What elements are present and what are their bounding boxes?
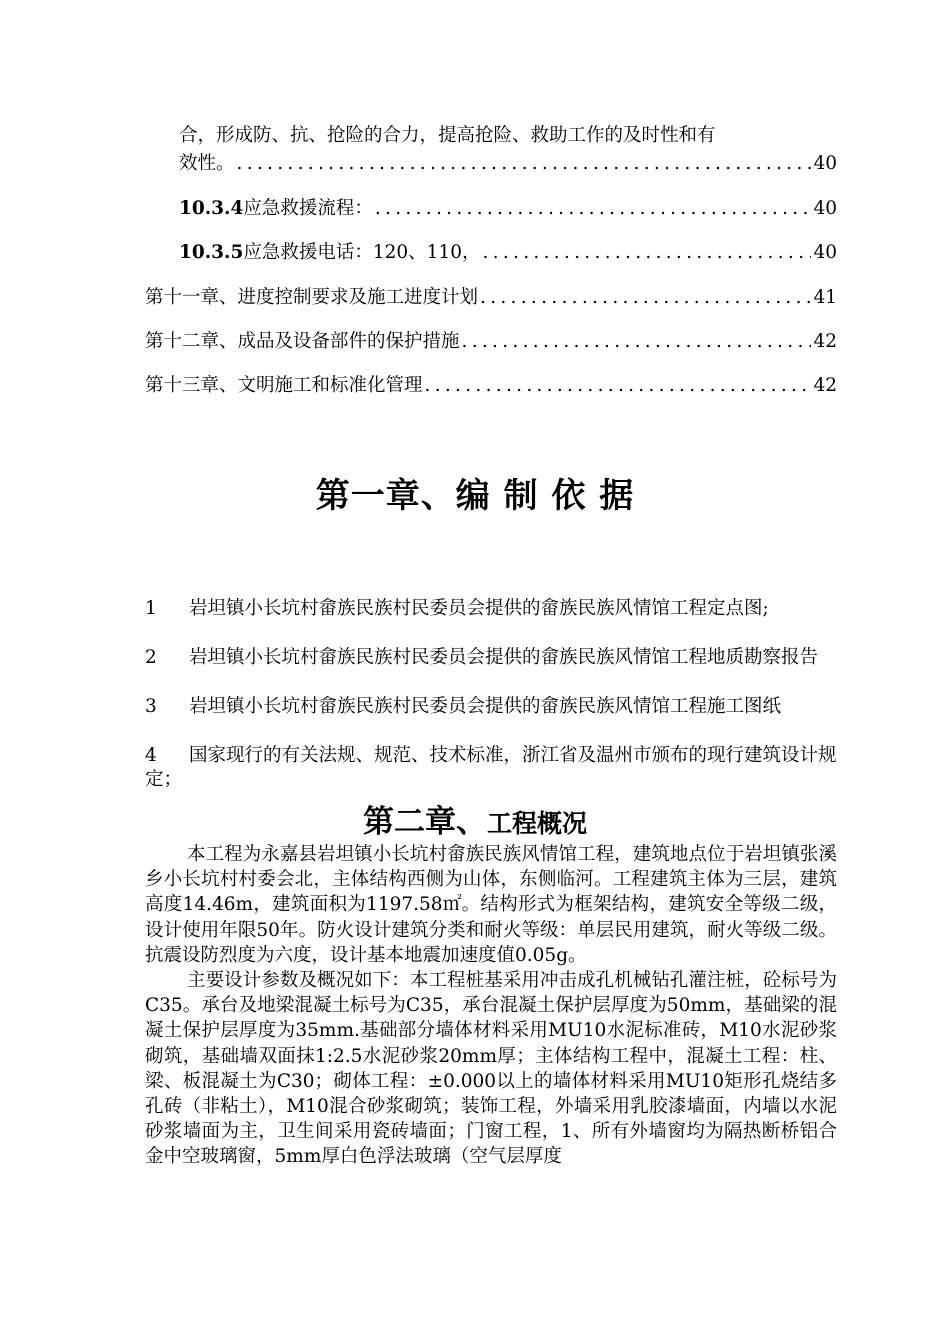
toc-entry-number: 10.3.4 bbox=[179, 198, 244, 219]
toc-entry-wrapped bbox=[179, 122, 837, 150]
toc-page-number: 40 bbox=[813, 242, 837, 263]
toc-entry bbox=[179, 195, 837, 223]
toc-entry bbox=[145, 328, 837, 356]
basis-item-number: 3 bbox=[145, 696, 157, 717]
chapter-1-heading: 第一章、编 制 依 据 bbox=[315, 476, 635, 516]
body-paragraph: 主要设计参数及概况如下：本工程桩基采用冲击成孔机械钻孔灌注桩，砼标号为C35。承台及地梁混凝土标号为C35，承台混凝土保护层厚度为50mm，基础梁的混凝土保护层厚度为35mm.基础部分墙体材料采用MU10水泥标准砖，M10水泥砂浆砌筑，基础墙双面抹1:2.5水泥砂浆20mm厚；主体结构工程中，混凝土工程：柱、梁、板混凝土为C30；砌体工程：±0.000以上的墙体材料采用MU10矩形孔烧结多孔砖（非粘土），M10混合砂浆砌筑；装饰工程，外墙采用乳胶漆墙面，内墙以水泥砂浆墙面为主，卫生间采用瓷砖墙面；门窗工程，1、所有外墙窗均为隔热断桥铝合金中空玻璃窗，5mm厚白色浮法玻璃（空气层厚度 bbox=[145, 970, 837, 1168]
toc-entry-title: 应急救援流程： bbox=[243, 198, 373, 219]
basis-item-text: 岩坦镇小长坑村畲族民族村民委员会提供的畲族民族风情馆工程施工图纸 bbox=[189, 696, 782, 717]
basis-item bbox=[145, 597, 837, 621]
toc-leader-dots bbox=[483, 239, 812, 267]
body-paragraph: 本工程为永嘉县岩坦镇小长坑村畲族民族风情馆工程，建筑地点位于岩坦镇张溪乡小长坑村村委会北，主体结构西侧为山体，东侧临河。工程建筑主体为三层，建筑高度14.46m，建筑面积为1197.58㎡。结构形式为框架结构，建筑安全等级二级，设计使用年限50年。防火设计建筑分类和耐火等级：单层民用建筑，耐火等级二级。抗震设防烈度为六度，设计基本地震加速度值0.05g。 bbox=[145, 844, 837, 966]
toc-leader-dots bbox=[425, 372, 812, 400]
toc-leader-dots bbox=[237, 150, 812, 178]
basis-item-text: 国家现行的有关法规、规范、技术标准，浙江省及温州市颁布的现行建筑设计规定； bbox=[145, 745, 837, 790]
toc-entry bbox=[179, 239, 837, 267]
toc-entry bbox=[145, 372, 837, 400]
chapter-2-heading bbox=[0, 800, 950, 846]
toc-entry-wrapped-line2 bbox=[179, 150, 837, 178]
toc-entry-number: 10.3.5 bbox=[179, 242, 244, 263]
toc-page-number: 41 bbox=[813, 287, 837, 308]
toc-entry-title: 应急救援电话：120、110， bbox=[243, 242, 481, 263]
basis-item bbox=[145, 695, 837, 719]
basis-item-number: 2 bbox=[145, 647, 157, 668]
toc-leader-dots bbox=[462, 328, 812, 356]
toc-page-number: 42 bbox=[813, 331, 837, 352]
basis-item-number: 1 bbox=[145, 598, 157, 619]
toc-leader-dots bbox=[480, 284, 811, 312]
toc-entry-title: 第十一章、进度控制要求及施工进度计划 bbox=[145, 287, 479, 308]
toc-leader-dots bbox=[375, 195, 812, 223]
chapter-2-body bbox=[145, 842, 837, 1170]
basis-item-text: 岩坦镇小长坑村畲族民族村民委员会提供的畲族民族风情馆工程地质勘察报告 bbox=[189, 647, 819, 668]
toc-entry-title: 第十二章、成品及设备部件的保护措施 bbox=[145, 331, 460, 352]
toc-page-number: 42 bbox=[813, 375, 837, 396]
toc-page-number: 40 bbox=[813, 153, 837, 174]
toc-page-number: 40 bbox=[813, 198, 837, 219]
chapter-2-heading-main: 第二章、 bbox=[362, 804, 487, 840]
chapter-2-heading-sub: 工程概况 bbox=[486, 809, 587, 838]
toc-entry bbox=[145, 284, 837, 312]
basis-item bbox=[145, 744, 837, 792]
basis-item-text: 岩坦镇小长坑村畲族民族村民委员会提供的畲族民族风情馆工程定点图; bbox=[189, 598, 769, 619]
basis-item-number: 4 bbox=[145, 745, 157, 766]
basis-item bbox=[145, 646, 837, 670]
toc-entry-title: 效性。 bbox=[179, 153, 235, 174]
toc-entry-wrapped-line1: 合，形成防、抗、抢险的合力，提高抢险、救助工作的及时性和有 bbox=[179, 125, 716, 146]
toc-entry-title: 第十三章、文明施工和标准化管理 bbox=[145, 375, 423, 396]
